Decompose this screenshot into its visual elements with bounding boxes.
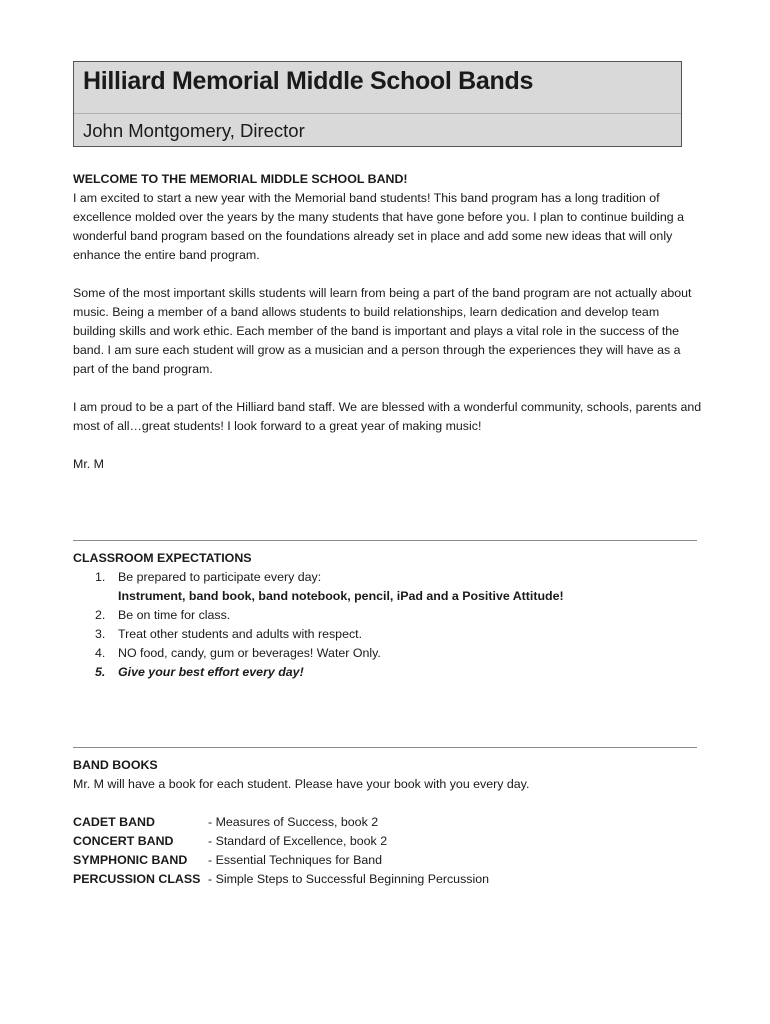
section-divider [73, 540, 697, 541]
band-books-heading: BAND BOOKS [73, 758, 158, 772]
expectations-section [73, 549, 703, 682]
list-item [73, 644, 703, 663]
expectations-list [73, 568, 703, 682]
book-title: - Simple Steps to Successful Beginning Percussion [208, 872, 489, 886]
welcome-paragraph-3: I am proud to be a part of the Hilliard band staff. We are blessed with a wonderful community, schools, parents and most of all…great students! I look forward to a great year of making music! [73, 400, 702, 433]
welcome-heading: WELCOME TO THE MEMORIAL MIDDLE SCHOOL BAND! [73, 172, 408, 186]
book-row [73, 813, 703, 832]
list-item [73, 663, 703, 682]
list-number: 2. [95, 608, 106, 622]
header-box [73, 61, 682, 147]
list-item [73, 606, 703, 625]
welcome-paragraph-1: I am excited to start a new year with the Memorial band students! This band program has a long tradition of excellence molded over the years by the many students that have gone before you. I plan to continue building a wonderful band program based on the foundations already set in place and add some new ideas that will only enhance the entire band program. [73, 191, 684, 262]
list-number: 1. [95, 570, 106, 584]
list-item-text: Be prepared to participate every day: [118, 570, 322, 584]
list-item [73, 625, 703, 644]
list-item-text: Give your best effort every day! [118, 665, 304, 679]
band-books-section [73, 756, 703, 889]
band-name: CADET BAND [73, 815, 155, 829]
list-item-text: Be on time for class. [118, 608, 231, 622]
book-title: - Essential Techniques for Band [208, 853, 383, 867]
section-divider [73, 747, 697, 748]
welcome-paragraph-2: Some of the most important skills students will learn from being a part of the band program are not actually about music. Being a member of a band allows students to build relationships, learn dedication and develop team building skills and work ethic. Each member of the band is important and plays a vital role in the success of the band. I am sure each student will grow as a musician and a person through the experiences they will have as a part of the band program. [73, 286, 692, 376]
signature: Mr. M [73, 457, 104, 471]
band-name: SYMPHONIC BAND [73, 853, 188, 867]
list-number: 5. [95, 665, 106, 679]
book-title: - Standard of Excellence, book 2 [208, 834, 388, 848]
book-title: - Measures of Success, book 2 [208, 815, 379, 829]
list-item [73, 568, 703, 606]
book-row [73, 851, 703, 870]
welcome-section [73, 170, 703, 474]
list-number: 4. [95, 646, 106, 660]
band-name: PERCUSSION CLASS [73, 872, 201, 886]
book-row [73, 870, 703, 889]
list-item-text: Treat other students and adults with respect. [118, 627, 363, 641]
expectations-heading: CLASSROOM EXPECTATIONS [73, 551, 252, 565]
band-name: CONCERT BAND [73, 834, 174, 848]
list-item-detail: Instrument, band book, band notebook, pencil, iPad and a Positive Attitude! [118, 589, 564, 603]
book-row [73, 832, 703, 851]
list-number: 3. [95, 627, 106, 641]
header-divider [74, 113, 681, 114]
director-name: John Montgomery, Director [83, 120, 305, 141]
list-item-text: NO food, candy, gum or beverages! Water Only. [118, 646, 381, 660]
band-books-intro: Mr. M will have a book for each student. Please have your book with you every day. [73, 777, 530, 791]
page-title: Hilliard Memorial Middle School Bands [83, 67, 534, 95]
